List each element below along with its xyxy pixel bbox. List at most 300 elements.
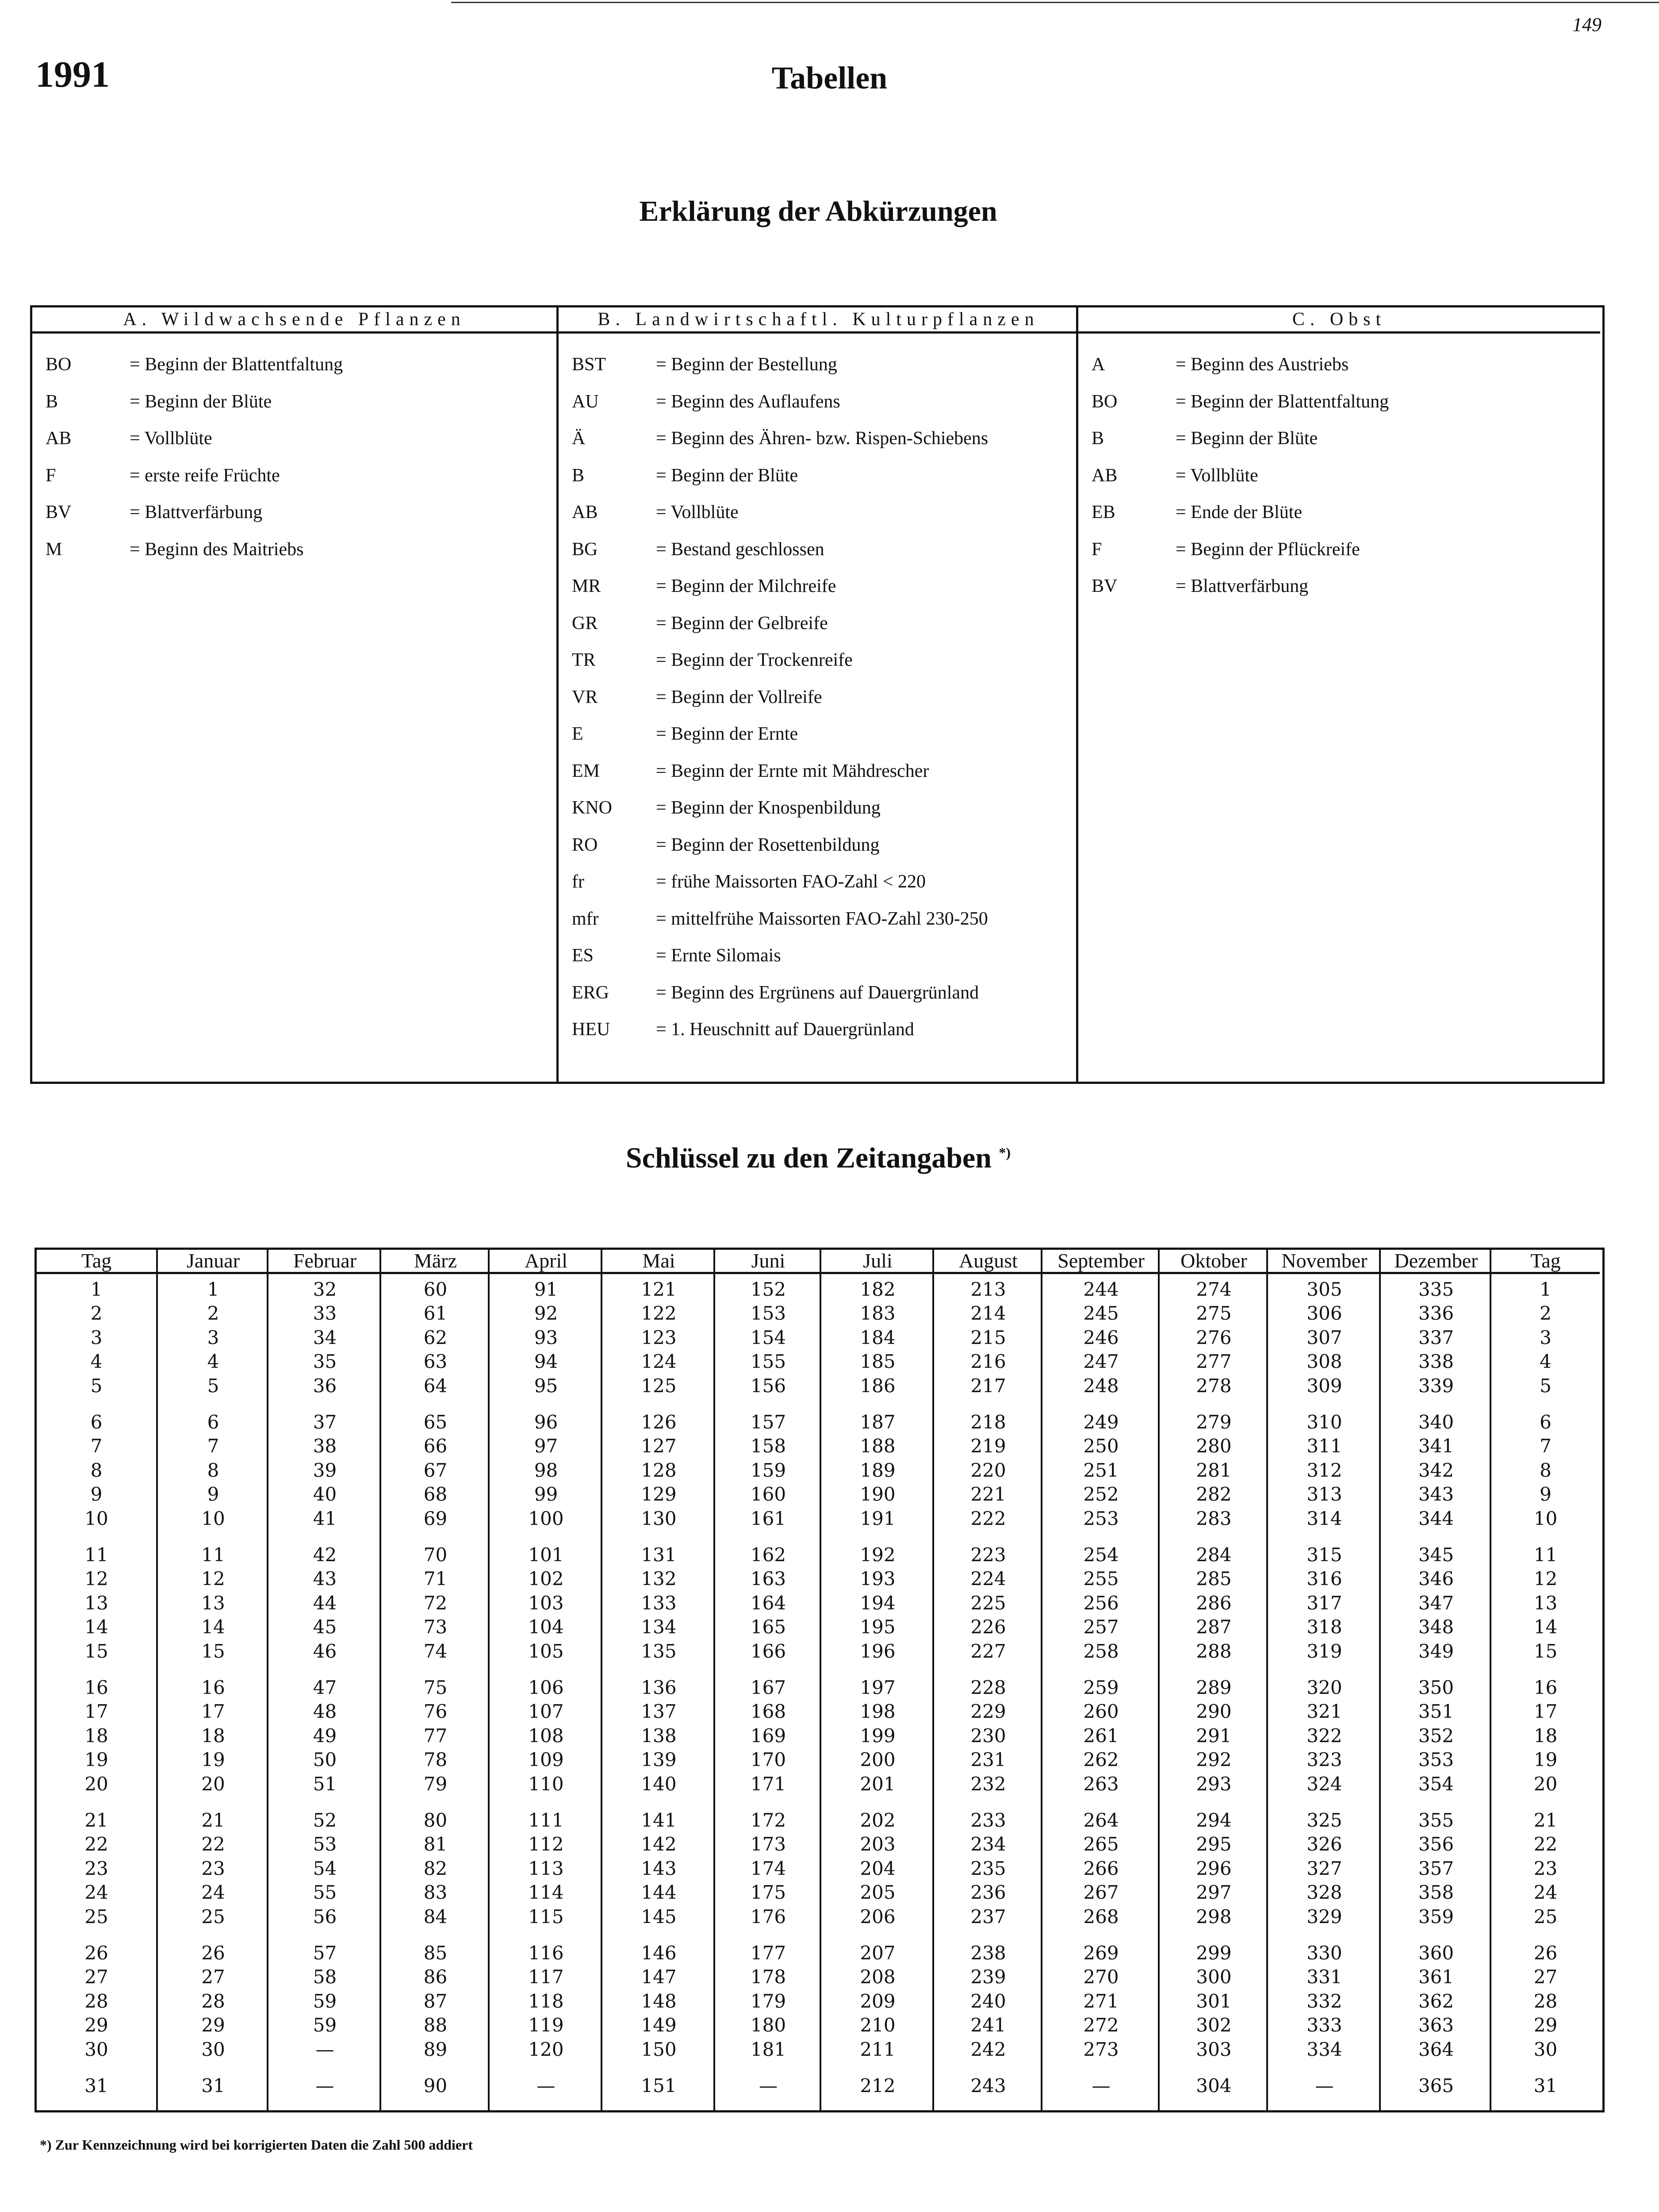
time-key-cell: 221 [970, 1483, 1006, 1505]
time-key-cell: 27 [84, 1966, 108, 1988]
time-key-cell: 6 [90, 1411, 103, 1433]
time-key-cell: 8 [207, 1459, 219, 1481]
time-key-cell: 21 [201, 1809, 225, 1831]
abbreviation-code: AB [46, 428, 72, 449]
time-key-cell: 209 [860, 1990, 896, 2012]
time-key-cell: 79 [423, 1773, 448, 1795]
abbreviation-description: = Beginn des Auflaufens [656, 391, 840, 412]
abbreviation-code: ERG [572, 982, 609, 1003]
time-key-cell: 282 [1196, 1483, 1232, 1505]
time-key-cell: 25 [201, 1905, 225, 1928]
time-key-cell: 234 [970, 1833, 1006, 1855]
time-key-cell: 26 [201, 1942, 225, 1964]
time-key-cell: 236 [970, 1882, 1006, 1904]
time-key-cell: 83 [423, 1882, 448, 1904]
time-key-cell: 111 [528, 1809, 564, 1831]
time-key-cell: 17 [1533, 1701, 1558, 1723]
time-key-cell: 127 [641, 1435, 677, 1457]
abbreviation-code: B [46, 391, 58, 412]
time-key-cell: 237 [970, 1905, 1006, 1928]
time-key-cell: 344 [1418, 1507, 1454, 1529]
time-key-cell: 251 [1083, 1459, 1119, 1481]
time-key-cell: 317 [1307, 1592, 1342, 1614]
time-key-cell: 133 [641, 1592, 677, 1614]
time-key-cell: 100 [528, 1507, 564, 1529]
abbreviation-description: = Ende der Blüte [1176, 502, 1303, 522]
time-key-cell: 342 [1418, 1459, 1454, 1481]
time-key-cell: 51 [313, 1773, 337, 1795]
time-key-cell: 23 [84, 1857, 108, 1879]
abbreviation-code: TR [572, 650, 596, 670]
abbreviation-code: BV [46, 502, 72, 522]
time-key-cell: 346 [1418, 1568, 1454, 1590]
time-key-cell: 170 [750, 1749, 786, 1771]
abbreviation-code: EB [1092, 502, 1115, 522]
time-key-cell: 131 [641, 1544, 677, 1566]
time-key-cell: 203 [860, 1833, 896, 1855]
time-key-cell: 74 [423, 1640, 448, 1662]
time-key-cell: 19 [1533, 1749, 1558, 1771]
time-key-cell: 134 [641, 1616, 677, 1638]
abbreviation-description: = Beginn der Rosettenbildung [656, 834, 880, 855]
time-key-cell: 78 [423, 1749, 448, 1771]
abbreviation-description: = Beginn der Trockenreife [656, 650, 853, 670]
time-key-cell: 59 [313, 1990, 337, 2012]
time-key-cell: 288 [1196, 1640, 1232, 1662]
time-key-cell: 124 [641, 1351, 677, 1373]
time-key-cell: 126 [641, 1411, 677, 1433]
time-key-cell: 315 [1307, 1544, 1342, 1566]
time-key-cell: 364 [1418, 2038, 1454, 2060]
abbreviation-code: KNO [572, 798, 612, 818]
time-key-cell: 269 [1083, 1942, 1119, 1964]
time-key-cell: 5 [1540, 1375, 1552, 1397]
page-title: Tabellen [771, 60, 888, 96]
time-key-cell: 120 [528, 2038, 564, 2060]
abbreviation-description: = Beginn der Knospenbildung [656, 798, 881, 818]
time-key-cell: 12 [1533, 1568, 1558, 1590]
time-key-cell: 218 [970, 1411, 1006, 1433]
time-key-cell: 69 [423, 1507, 448, 1529]
abbreviation-description: = Vollblüte [130, 428, 212, 449]
time-key-cell: 220 [970, 1459, 1006, 1481]
time-key-cell: 142 [641, 1833, 677, 1855]
time-key-cell: 297 [1196, 1882, 1232, 1904]
time-key-cell: 155 [750, 1351, 786, 1373]
time-key-cell: 213 [970, 1279, 1006, 1300]
time-key-column [1041, 1250, 1160, 2110]
time-key-cell: 350 [1418, 1677, 1454, 1698]
time-key-cell: 215 [970, 1326, 1006, 1348]
time-key-cell: 4 [207, 1351, 219, 1373]
time-key-cell: 175 [750, 1882, 786, 1904]
abbreviations-column-heading: A. Wildwachsende Pflanzen [32, 307, 556, 334]
time-key-cell: 154 [750, 1326, 786, 1348]
time-key-column-heading: Oktober [1160, 1250, 1268, 1274]
time-key-cell: 256 [1083, 1592, 1119, 1614]
time-key-cell: 159 [750, 1459, 786, 1481]
time-key-cell: 29 [84, 2014, 108, 2036]
time-key-cell: 45 [313, 1616, 337, 1638]
time-key-cell: 64 [423, 1375, 448, 1397]
time-key-cell: 363 [1418, 2014, 1454, 2036]
time-key-cell: 39 [313, 1459, 337, 1481]
time-key-cell: 91 [534, 1279, 558, 1300]
abbreviation-code: E [572, 724, 583, 744]
time-key-cell: 295 [1196, 1833, 1232, 1855]
time-key-cell: 310 [1307, 1411, 1342, 1433]
time-key-cell: 343 [1418, 1483, 1454, 1505]
time-key-column-heading: Januar [158, 1250, 268, 1274]
time-key-cell: 318 [1307, 1616, 1342, 1638]
time-key-cell: 31 [201, 2075, 225, 2097]
abbreviations-title: Erklärung der Abkürzungen [639, 195, 997, 227]
time-key-cell: 119 [528, 2014, 564, 2036]
time-key-cell: 27 [201, 1966, 225, 1988]
time-key-cell: 252 [1083, 1483, 1119, 1505]
time-key-cell: 280 [1196, 1435, 1232, 1457]
time-key-cell: 329 [1307, 1905, 1342, 1928]
time-key-cell: 255 [1083, 1568, 1119, 1590]
time-key-cell: 149 [641, 2014, 677, 2036]
time-key-cell: 178 [750, 1966, 786, 1988]
time-key-cell: 286 [1196, 1592, 1232, 1614]
time-key-cell: 231 [970, 1749, 1006, 1771]
time-key-cell: 55 [313, 1882, 337, 1904]
time-key-cell: 1 [207, 1279, 219, 1300]
time-key-cell: 22 [84, 1833, 108, 1855]
time-key-cell: 54 [313, 1857, 337, 1879]
abbreviation-description: = Beginn der Blattentfaltung [130, 354, 343, 375]
time-key-cell: 248 [1083, 1375, 1119, 1397]
time-key-cell: 356 [1418, 1833, 1454, 1855]
time-key-cell: 77 [423, 1724, 448, 1747]
time-key-cell: — [315, 2038, 334, 2060]
time-key-cell: 129 [641, 1483, 677, 1505]
time-key-cell: 56 [313, 1905, 337, 1928]
time-key-cell: 205 [860, 1882, 896, 1904]
time-key-cell: 8 [90, 1459, 103, 1481]
abbreviations-column [556, 307, 1078, 1082]
time-key-column-heading: November [1268, 1250, 1381, 1274]
time-key-column-heading: April [490, 1250, 602, 1274]
time-key-cell: 307 [1307, 1326, 1342, 1348]
time-key-column-heading: August [934, 1250, 1042, 1274]
time-key-cell: 362 [1418, 1990, 1454, 2012]
time-key-cell: 198 [860, 1701, 896, 1723]
abbreviation-description: = 1. Heuschnitt auf Dauergrünland [656, 1019, 914, 1040]
time-key-cell: 163 [750, 1568, 786, 1590]
time-key-cell: 93 [534, 1326, 558, 1348]
time-key-cell: 115 [528, 1905, 564, 1928]
time-key-cell: 327 [1307, 1857, 1342, 1879]
time-key-cell: 212 [860, 2075, 896, 2097]
time-key-cell: 352 [1418, 1724, 1454, 1747]
time-key-cell: 265 [1083, 1833, 1119, 1855]
time-key-column [713, 1250, 821, 2110]
time-key-cell: 30 [84, 2038, 108, 2060]
abbreviation-description: = Beginn des Austriebs [1176, 354, 1349, 375]
time-key-cell: 88 [423, 2014, 448, 2036]
time-key-cell: 84 [423, 1905, 448, 1928]
time-key-cell: 250 [1083, 1435, 1119, 1457]
time-key-cell: 98 [534, 1459, 558, 1481]
time-key-cell: 1 [1540, 1279, 1552, 1300]
time-key-cell: 58 [313, 1966, 337, 1988]
time-key-cell: 187 [860, 1411, 896, 1433]
time-key-cell: 28 [1533, 1990, 1558, 2012]
abbreviation-description: = Beginn der Blüte [1176, 428, 1318, 449]
time-key-cell: 26 [84, 1942, 108, 1964]
time-key-cell: 6 [207, 1411, 219, 1433]
abbreviation-code: Ä [572, 428, 586, 449]
time-key-cell: 204 [860, 1857, 896, 1879]
abbreviation-description: = Vollblüte [656, 502, 739, 522]
time-key-cell: 7 [90, 1435, 103, 1457]
time-key-cell: 275 [1196, 1302, 1232, 1325]
time-key-cell: 29 [201, 2014, 225, 2036]
time-key-cell: 24 [1533, 1882, 1558, 1904]
time-key-cell: 166 [750, 1640, 786, 1662]
time-key-cell: 239 [970, 1966, 1006, 1988]
time-key-cell: 107 [528, 1701, 564, 1723]
time-key-cell: 34 [313, 1326, 337, 1348]
abbreviation-code: M [46, 539, 62, 560]
time-key-cell: 17 [84, 1701, 108, 1723]
time-key-column [379, 1250, 490, 2110]
time-key-column [1379, 1250, 1491, 2110]
time-key-column-heading: Februar [268, 1250, 381, 1274]
time-key-cell: 4 [90, 1351, 103, 1373]
time-key-cell: 65 [423, 1411, 448, 1433]
time-key-cell: 214 [970, 1302, 1006, 1325]
time-key-cell: 18 [1533, 1724, 1558, 1747]
time-key-cell: 227 [970, 1640, 1006, 1662]
time-key-cell: 140 [641, 1773, 677, 1795]
time-key-cell: 276 [1196, 1326, 1232, 1348]
time-key-cell: 5 [207, 1375, 219, 1397]
time-key-cell: 99 [534, 1483, 558, 1505]
time-key-cell: 264 [1083, 1809, 1119, 1831]
time-key-cell: 42 [313, 1544, 337, 1566]
time-key-cell: 110 [528, 1773, 564, 1795]
time-key-cell: 2 [207, 1302, 219, 1325]
abbreviation-code: BV [1092, 576, 1118, 596]
time-key-cell: 20 [1533, 1773, 1558, 1795]
abbreviation-code: AU [572, 391, 599, 412]
time-key-cell: 272 [1083, 2014, 1119, 2036]
time-key-cell: 25 [1533, 1905, 1558, 1928]
abbreviation-code: BG [572, 539, 598, 560]
time-key-cell: 20 [201, 1773, 225, 1795]
time-key-cell: 24 [201, 1882, 225, 1904]
time-key-cell: 139 [641, 1749, 677, 1771]
time-key-cell: 241 [970, 2014, 1006, 2036]
time-key-column [156, 1250, 268, 2110]
abbreviation-code: RO [572, 834, 598, 855]
time-key-cell: 23 [1533, 1857, 1558, 1879]
time-key-cell: 334 [1307, 2038, 1342, 2060]
time-key-cell: 10 [84, 1507, 108, 1529]
time-key-cell: 48 [313, 1701, 337, 1723]
abbreviation-code: VR [572, 687, 598, 707]
time-key-cell: 113 [528, 1857, 564, 1879]
time-key-cell: 121 [641, 1279, 677, 1300]
time-key-cell: 63 [423, 1351, 448, 1373]
abbreviation-code: A [1092, 354, 1105, 375]
time-key-cell: 11 [84, 1544, 108, 1566]
time-key-cell: 271 [1083, 1990, 1119, 2012]
time-key-cell: 102 [528, 1568, 564, 1590]
time-key-cell: 22 [1533, 1833, 1558, 1855]
time-key-cell: 112 [528, 1833, 564, 1855]
time-key-cell: 189 [860, 1459, 896, 1481]
time-key-cell: 330 [1307, 1942, 1342, 1964]
time-key-cell: 219 [970, 1435, 1006, 1457]
time-key-cell: 3 [207, 1326, 219, 1348]
time-key-cell: 184 [860, 1326, 896, 1348]
time-key-cell: 260 [1083, 1701, 1119, 1723]
time-key-cell: 144 [641, 1882, 677, 1904]
time-key-cell: 148 [641, 1990, 677, 2012]
abbreviation-description: = Beginn der Ernte mit Mähdrescher [656, 760, 929, 781]
time-key-cell: 16 [201, 1677, 225, 1698]
time-key-cell: 349 [1418, 1640, 1454, 1662]
time-key-cell: 162 [750, 1544, 786, 1566]
time-key-cell: 300 [1196, 1966, 1232, 1988]
time-key-cell: 332 [1307, 1990, 1342, 2012]
time-key-cell: 314 [1307, 1507, 1342, 1529]
time-key-cell: 328 [1307, 1882, 1342, 1904]
time-key-cell: 345 [1418, 1544, 1454, 1566]
time-key-cell: 14 [84, 1616, 108, 1638]
abbreviation-description: = Beginn der Ernte [656, 724, 798, 744]
time-key-cell: 117 [528, 1966, 564, 1988]
time-key-cell: 50 [313, 1749, 337, 1771]
time-key-cell: 9 [207, 1483, 219, 1505]
time-key-cell: 128 [641, 1459, 677, 1481]
abbreviation-description: = Beginn der Blüte [130, 391, 272, 412]
time-key-cell: 47 [313, 1677, 337, 1698]
time-key-cell: 156 [750, 1375, 786, 1397]
time-key-cell: 180 [750, 2014, 786, 2036]
time-key-cell: 365 [1418, 2075, 1454, 2097]
time-key-cell: 92 [534, 1302, 558, 1325]
time-key-cell: 168 [750, 1701, 786, 1723]
time-key-cell: 122 [641, 1302, 677, 1325]
time-key-cell: 59 [313, 2014, 337, 2036]
time-key-cell: 242 [970, 2038, 1006, 2060]
abbreviation-code: AB [1092, 465, 1118, 486]
time-key-column-heading: März [381, 1250, 490, 1274]
time-key-cell: 258 [1083, 1640, 1119, 1662]
time-key-cell: 192 [860, 1544, 896, 1566]
time-key-cell: 179 [750, 1990, 786, 2012]
time-key-cell: 71 [423, 1568, 448, 1590]
time-key-cell: 67 [423, 1459, 448, 1481]
page-number: 149 [1572, 14, 1602, 35]
abbreviation-description: = Blattverfärbung [1176, 576, 1309, 596]
time-key-cell: 18 [201, 1724, 225, 1747]
time-key-cell: 296 [1196, 1857, 1232, 1879]
abbreviations-column [1076, 307, 1600, 1082]
time-key-title [0, 1141, 1636, 1175]
time-key-cell: 123 [641, 1326, 677, 1348]
time-key-cell: 49 [313, 1724, 337, 1747]
time-key-cell: 25 [84, 1905, 108, 1928]
time-key-cell: 174 [750, 1857, 786, 1879]
time-key-column-heading: Dezember [1381, 1250, 1491, 1274]
time-key-cell: 164 [750, 1592, 786, 1614]
time-key-cell: 245 [1083, 1302, 1119, 1325]
time-key-cell: 70 [423, 1544, 448, 1566]
time-key-cell: 73 [423, 1616, 448, 1638]
abbreviation-description: = Bestand geschlossen [656, 539, 824, 560]
time-key-cell: 57 [313, 1942, 337, 1964]
time-key-cell: 86 [423, 1966, 448, 1988]
time-key-cell: — [1315, 2075, 1334, 2097]
time-key-cell: 341 [1418, 1435, 1454, 1457]
time-key-cell: 197 [860, 1677, 896, 1698]
time-key-cell: 338 [1418, 1351, 1454, 1373]
time-key-cell: 38 [313, 1435, 337, 1457]
time-key-cell: 109 [528, 1749, 564, 1771]
time-key-cell: 116 [528, 1942, 564, 1964]
time-key-cell: 9 [1540, 1483, 1552, 1505]
time-key-cell: 270 [1083, 1966, 1119, 1988]
time-key-cell: 32 [313, 1279, 337, 1300]
time-key-cell: 274 [1196, 1279, 1232, 1300]
abbreviations-table [30, 305, 1605, 1084]
time-key-cell: 1 [90, 1279, 103, 1300]
time-key-cell: 211 [860, 2038, 896, 2060]
abbreviation-code: mfr [572, 908, 599, 929]
time-key-cell: 10 [1533, 1507, 1558, 1529]
abbreviation-code: F [46, 465, 56, 486]
time-key-cell: 171 [750, 1773, 786, 1795]
abbreviation-code: F [1092, 539, 1102, 560]
time-key-cell: 281 [1196, 1459, 1232, 1481]
time-key-cell: 103 [528, 1592, 564, 1614]
top-rule [451, 2, 1659, 3]
time-key-cell: 185 [860, 1351, 896, 1373]
abbreviation-code: AB [572, 502, 598, 522]
time-key-cell: 165 [750, 1616, 786, 1638]
time-key-column [488, 1250, 602, 2110]
time-key-cell: 224 [970, 1568, 1006, 1590]
time-key-cell: 90 [423, 2075, 448, 2097]
time-key-column-heading: Tag [37, 1250, 156, 1274]
time-key-cell: 152 [750, 1279, 786, 1300]
time-key-cell: 13 [1533, 1592, 1558, 1614]
time-key-cell: 75 [423, 1677, 448, 1698]
time-key-column-heading: Mai [602, 1250, 715, 1274]
time-key-column [37, 1250, 156, 2110]
abbreviation-code: BST [572, 354, 606, 375]
time-key-cell: 354 [1418, 1773, 1454, 1795]
time-key-cell: 244 [1083, 1279, 1119, 1300]
time-key-cell: 87 [423, 1990, 448, 2012]
time-key-cell: 199 [860, 1724, 896, 1747]
time-key-cell: 176 [750, 1905, 786, 1928]
time-key-cell: 37 [313, 1411, 337, 1433]
time-key-cell: 335 [1418, 1279, 1454, 1300]
time-key-cell: 95 [534, 1375, 558, 1397]
abbreviation-code: HEU [572, 1019, 610, 1040]
time-key-cell: 11 [1533, 1544, 1558, 1566]
time-key-cell: 177 [750, 1942, 786, 1964]
abbreviation-code: BO [1092, 391, 1118, 412]
